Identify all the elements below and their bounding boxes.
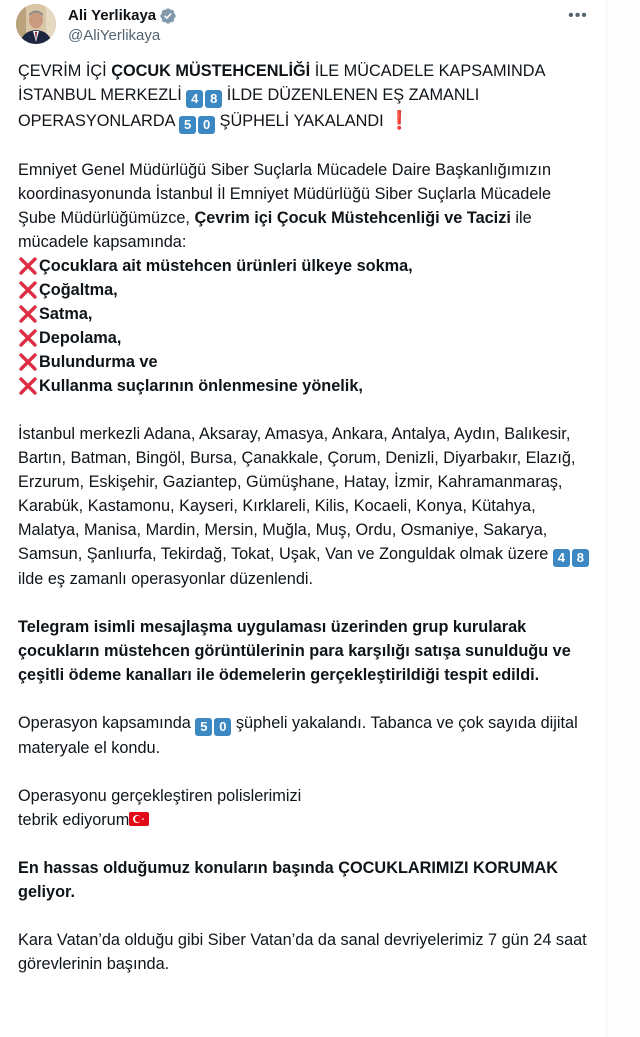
- headline-paragraph: [18, 59, 593, 134]
- congrats-line: tebrik ediyorum: [18, 811, 130, 829]
- telegram-text: Telegram isimli mesajlaşma uygulaması üzerinden grup kurularak çocukların müstehcen görüntülerinin para karşılığı satışa sunulduğu ve çeşitli ödeme kanalları ile ödemelerin gerçekleştirildiği tespit edildi.: [18, 618, 571, 684]
- keycap-8-icon: 8: [205, 90, 222, 108]
- exclamation-icon: ❗: [388, 110, 411, 130]
- telegram-paragraph: [18, 615, 593, 687]
- author-name-row: [68, 6, 177, 26]
- author-display-name[interactable]: Ali Yerlikaya: [68, 7, 157, 24]
- crime-item: [18, 302, 593, 326]
- keycap-4-icon: 4: [186, 90, 203, 108]
- crime-label: Depolama,: [39, 329, 122, 347]
- congrats-line: Operasyonu gerçekleştiren polislerimizi: [18, 787, 302, 805]
- headline-text: İSTANBUL MERKEZLİ: [18, 86, 187, 104]
- protect-text: En hassas olduğumuz konuların başında ÇOCUKLARIMIZI KORUMAK geliyor.: [18, 859, 559, 901]
- avatar-photo-icon: [16, 4, 56, 44]
- closing-paragraph: [18, 928, 593, 976]
- crime-label: Kullanma suçlarının önlenmesine yönelik,: [39, 377, 363, 395]
- intro-text: Emniyet Genel Müdürlüğü Siber Suçlarla Mücadele Daire Başkanlığımızın koordinasyonunda İstanbul İl Emniyet Müdürlüğü Siber Suçlarla Mücadele Şube Müdürlüğümüzce,: [18, 161, 552, 227]
- crime-label: Satma,: [39, 305, 93, 323]
- operation-text: Operasyon kapsamında: [18, 714, 196, 732]
- crime-item: [18, 374, 593, 398]
- tweet-header: [16, 4, 596, 48]
- congrats-paragraph: [18, 784, 593, 832]
- intro-paragraph: [18, 158, 593, 254]
- headline-text: OPERASYONLARDA: [18, 112, 180, 130]
- crime-label: Çocuklara ait müstehcen ürünleri ülkeye sokma,: [39, 257, 413, 275]
- protect-paragraph: [18, 856, 593, 904]
- keycap-0-icon: 0: [198, 116, 215, 134]
- headline-text: İLDE DÜZENLENEN EŞ ZAMANLI: [222, 86, 480, 104]
- crime-label: Bulundurma ve: [39, 353, 158, 371]
- headline-text: İLE MÜCADELE KAPSAMINDA: [310, 62, 546, 80]
- keycap-5-icon: 5: [179, 116, 196, 134]
- more-options-icon[interactable]: •••: [568, 7, 588, 24]
- headline-text: ŞÜPHELİ YAKALANDI: [215, 112, 389, 130]
- operation-paragraph: [18, 711, 593, 760]
- cross-mark-icon: [18, 376, 38, 396]
- crime-item: [18, 278, 593, 302]
- author-handle[interactable]: @AliYerlikaya: [68, 27, 161, 44]
- operation-text: şüpheli yakalandı. Tabanca ve çok sayıda dijital materyale el kondu.: [18, 714, 578, 757]
- provinces-tail: ilde eş zamanlı operasyonlar düzenlendi.: [18, 570, 314, 588]
- cross-mark-icon: [18, 280, 38, 300]
- crime-item: [18, 326, 593, 350]
- cross-mark-icon: [18, 256, 38, 276]
- keycap-5-icon: 5: [195, 718, 212, 736]
- keycap-4-icon: 4: [553, 549, 570, 567]
- cross-mark-icon: [18, 328, 38, 348]
- cross-mark-icon: [18, 304, 38, 324]
- turkey-flag-icon: [129, 812, 149, 826]
- crime-label: Çoğaltma,: [39, 281, 118, 299]
- provinces-text: İstanbul merkezli Adana, Aksaray, Amasya, Ankara, Antalya, Aydın, Balıkesir, Bartın, Batman, Bingöl, Bursa, Çanakkale, Çorum, Denizli, Diyarbakır, Elazığ, Erzurum, Eskişehir, Gaziantep, Gümüşhane, Hatay, İzmir, Kahramanmaraş, Karabük, Kastamonu, Kayseri, Kırklareli, Kilis, Kocaeli, Konya, Kütahya, Malatya, Manisa, Mardin, Mersin, Muğla, Muş, Ordu, Osmaniye, Sakarya, Samsun, Şanlıurfa, Tekirdağ, Tokat, Uşak, Van ve Zonguldak olmak üzere: [18, 425, 576, 563]
- verified-badge-icon: [159, 7, 177, 25]
- headline-text: ÇEVRİM İÇİ: [18, 62, 112, 80]
- crime-item: [18, 350, 593, 374]
- provinces-paragraph: [18, 422, 593, 591]
- right-gutter: [607, 0, 640, 1037]
- tweet-body: [18, 59, 593, 1000]
- headline-bold: ÇOCUK MÜSTEHCENLİĞİ: [111, 62, 311, 80]
- crime-item: [18, 254, 593, 278]
- keycap-0-icon: 0: [214, 718, 231, 736]
- intro-bold: Çevrim içi Çocuk Müstehcenliği ve Tacizi: [194, 209, 511, 227]
- closing-text: Kara Vatan’da olduğu gibi Siber Vatan’da da sanal devriyelerimiz 7 gün 24 saat görevlerinin başında.: [18, 931, 587, 973]
- cross-mark-icon: [18, 352, 38, 372]
- avatar[interactable]: [16, 4, 56, 44]
- crimes-list: [18, 254, 593, 398]
- keycap-8-icon: 8: [572, 549, 589, 567]
- intro-tail: ile mücadele kapsamında:: [18, 209, 532, 251]
